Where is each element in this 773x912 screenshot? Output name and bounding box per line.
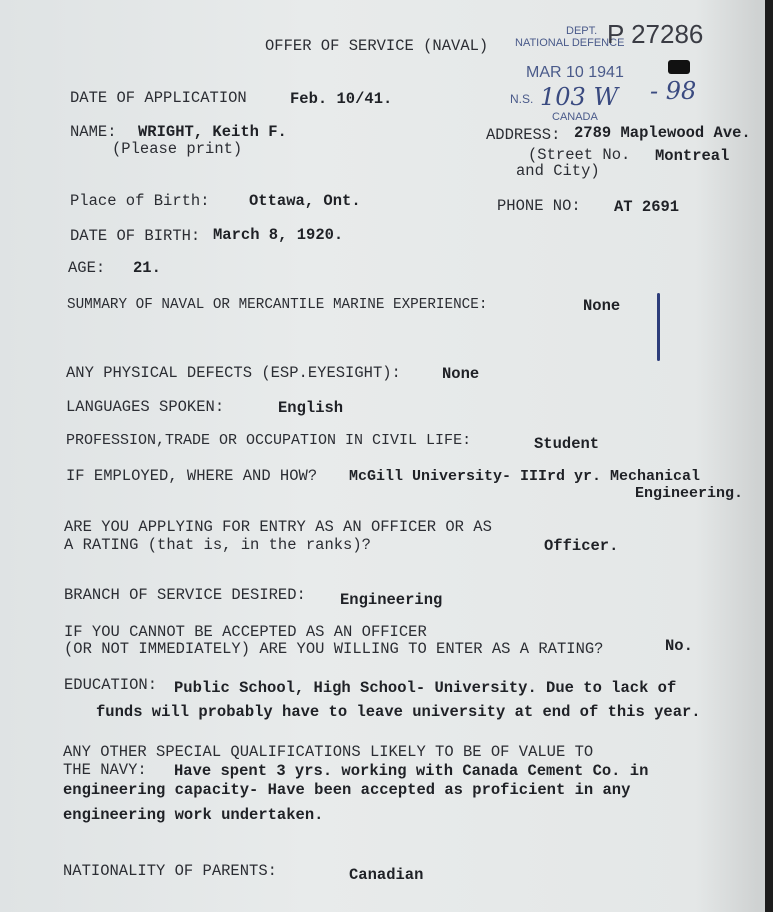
birth-date-label: DATE OF BIRTH: [70,227,201,245]
defects-label: ANY PHYSICAL DEFECTS (ESP.EYESIGHT): [66,364,401,382]
address-city: Montreal [655,147,730,165]
profession-value: Student [534,435,600,453]
rating-value: No. [665,637,693,655]
page-edge [765,0,773,912]
education-value-2: funds will probably have to leave university at end of this year. [96,703,701,721]
age-value: 21. [133,259,161,277]
name-hint: (Please print) [112,140,243,158]
languages-label: LANGUAGES SPOKEN: [66,398,225,416]
defects-value: None [442,365,480,383]
stamp-country: CANADA [552,111,598,123]
entry-value: Officer. [544,537,619,555]
experience-label: SUMMARY OF NAVAL OR MERCANTILE MARINE EXPERIENCE: [67,297,488,313]
address-hint-2: and City) [516,162,600,180]
name-value: WRIGHT, Keith F. [138,123,287,141]
qualifications-value-3: engineering work undertaken. [63,806,324,824]
qualifications-value: Have spent 3 yrs. working with Canada Cement Co. in [174,762,649,780]
employed-value-2: Engineering. [635,485,744,502]
address-value: 2789 Maplewood Ave. [574,124,751,142]
branch-label: BRANCH OF SERVICE DESIRED: [64,586,306,604]
qualifications-value-2: engineering capacity- Have been accepted as proficient in any [63,781,631,799]
phone-value: AT 2691 [614,198,680,216]
qualifications-label: ANY OTHER SPECIAL QUALIFICATIONS LIKELY TO BE OF VALUE TO [63,743,594,761]
address-hint: (Street No. [528,146,631,164]
name-label: NAME: [70,123,117,141]
age-label: AGE: [68,259,106,277]
parents-value: Canadian [349,866,424,884]
profession-label: PROFESSION,TRADE OR OCCUPATION IN CIVIL LIFE: [66,432,472,449]
stamp-date: MAR 10 1941 [526,64,624,81]
stamp-org: NATIONAL DEFENCE [515,37,625,49]
languages-value: English [278,399,344,417]
branch-value: Engineering [340,591,443,609]
date-label: DATE OF APPLICATION [70,89,247,107]
ns-label: N.S. [510,92,534,106]
stamp-dept: DEPT. [566,25,598,37]
file-number: P 27286 [607,19,704,49]
pen-mark [657,293,660,361]
ns-number: 103 W [540,83,619,111]
phone-label: PHONE NO: [497,197,581,215]
birth-place-value: Ottawa, Ont. [249,192,361,210]
rating-label: IF YOU CANNOT BE ACCEPTED AS AN OFFICER [64,623,427,641]
birth-place-label: Place of Birth: [70,192,210,210]
education-label: EDUCATION: [64,676,158,694]
employed-value: McGill University- IIIrd yr. Mechanical [349,468,701,485]
qualifications-label-2: THE NAVY: [63,761,147,779]
education-value: Public School, High School- University. Due to lack of [174,679,677,697]
ink-blot [668,60,690,74]
ns-suffix: - 98 [650,77,697,105]
date-value: Feb. 10/41. [290,90,393,108]
employed-label: IF EMPLOYED, WHERE AND HOW? [66,467,318,485]
rating-label-2: (OR NOT IMMEDIATELY) ARE YOU WILLING TO ENTER AS A RATING? [64,640,604,658]
experience-value: None [583,297,621,315]
parents-label: NATIONALITY OF PARENTS: [63,862,277,880]
address-label: ADDRESS: [486,126,561,144]
entry-label: ARE YOU APPLYING FOR ENTRY AS AN OFFICER OR AS [64,518,492,536]
form-title: OFFER OF SERVICE (NAVAL) [265,37,489,55]
entry-label-2: A RATING (that is, in the ranks)? [64,536,371,554]
birth-date-value: March 8, 1920. [213,226,344,244]
